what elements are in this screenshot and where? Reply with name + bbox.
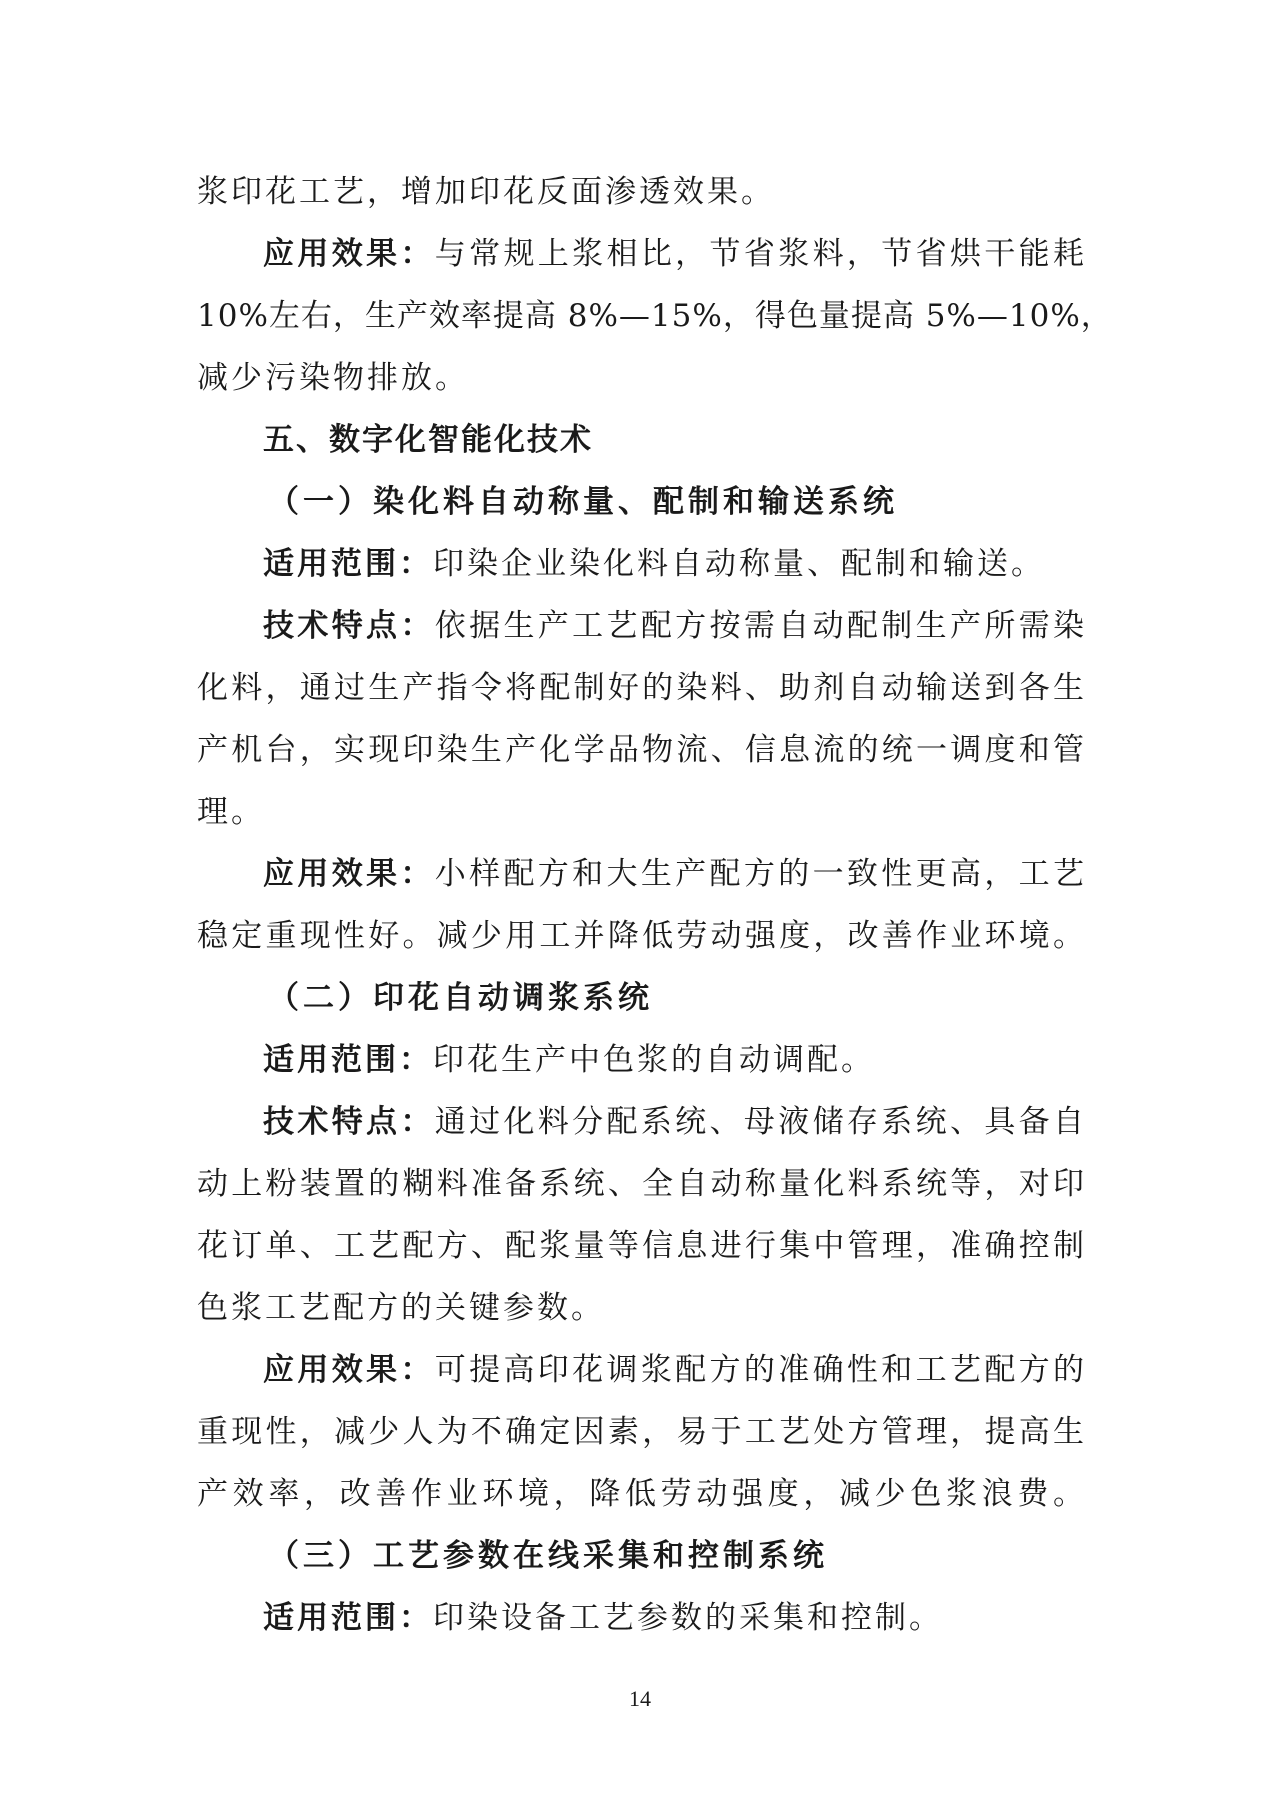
body-text: 重现性，减少人为不确定因素，易于工艺处方管理，提高生	[197, 1414, 1087, 1450]
body-text: 印染企业染化料自动称量、配制和输送。	[433, 546, 1045, 582]
paragraph-line	[197, 1164, 1087, 1204]
body-text: 减少污染物排放。	[197, 360, 469, 396]
body-text: 动上粉装置的糊料准备系统、全自动称量化料系统等，对印	[197, 1166, 1087, 1202]
tech-label: 技术特点：	[263, 608, 435, 644]
paragraph-line	[197, 916, 1087, 956]
paragraph-line	[197, 730, 1087, 770]
body-text: 依据生产工艺配方按需自动配制生产所需染	[434, 608, 1088, 644]
paragraph-line	[197, 1288, 1087, 1328]
paragraph-line	[263, 1350, 1087, 1390]
effect-label: 应用效果：	[263, 236, 435, 272]
sub-heading	[268, 978, 1158, 1018]
body-text: 化料，通过生产指令将配制好的染料、助剂自动输送到各生	[197, 670, 1087, 706]
tech-label: 技术特点：	[263, 1104, 435, 1140]
paragraph-line	[197, 358, 1087, 398]
paragraph-line	[263, 1598, 1087, 1638]
body-text: 小样配方和大生产配方的一致性更高，工艺	[434, 856, 1088, 892]
scope-label: 适用范围：	[263, 1600, 433, 1636]
body-text: 稳定重现性好。减少用工并降低劳动强度，改善作业环境。	[197, 918, 1087, 954]
body-text: 印染设备工艺参数的采集和控制。	[433, 1600, 943, 1636]
scope-label: 适用范围：	[263, 546, 433, 582]
body-text: 浆印花工艺，增加印花反面渗透效果。	[197, 174, 775, 210]
paragraph-line	[197, 1474, 1087, 1514]
body-text: 可提高印花调浆配方的准确性和工艺配方的	[434, 1352, 1088, 1388]
body-text: 10%左右，生产效率提高 8%—15%，得色量提高 5%—10%，	[197, 298, 1113, 334]
paragraph-line	[197, 172, 1087, 212]
body-text: 花订单、工艺配方、配浆量等信息进行集中管理，准确控制	[197, 1228, 1087, 1264]
paragraph-line	[197, 1226, 1087, 1266]
paragraph-line	[263, 854, 1087, 894]
paragraph-line	[263, 1040, 1087, 1080]
paragraph-line	[263, 544, 1087, 584]
paragraph-line	[197, 792, 1087, 832]
body-text: 通过化料分配系统、母液储存系统、具备自	[434, 1104, 1088, 1140]
body-text: 与常规上浆相比，节省浆料，节省烘干能耗	[434, 236, 1088, 272]
sub-heading	[268, 482, 1158, 522]
sub-heading-text: （一）染化料自动称量、配制和输送系统	[268, 484, 898, 520]
paragraph-line	[263, 234, 1087, 274]
sub-heading-text: （二）印花自动调浆系统	[268, 980, 653, 1016]
body-text: 产效率，改善作业环境，降低劳动强度，减少色浆浪费。	[197, 1476, 1087, 1512]
effect-label: 应用效果：	[263, 856, 435, 892]
body-text: 印花生产中色浆的自动调配。	[433, 1042, 875, 1078]
body-text: 理。	[197, 794, 265, 830]
scope-label: 适用范围：	[263, 1042, 433, 1078]
paragraph-line	[263, 606, 1087, 646]
body-text: 色浆工艺配方的关键参数。	[197, 1290, 605, 1326]
paragraph-line	[197, 296, 1113, 336]
section-heading	[263, 420, 1087, 460]
paragraph-line	[197, 668, 1087, 708]
section-heading-text: 五、数字化智能化技术	[263, 422, 593, 458]
effect-label: 应用效果：	[263, 1352, 435, 1388]
sub-heading-text: （三）工艺参数在线采集和控制系统	[268, 1538, 828, 1574]
sub-heading	[268, 1536, 1158, 1576]
page-number: 14	[629, 1686, 651, 1711]
paragraph-line	[263, 1102, 1087, 1142]
body-text: 产机台，实现印染生产化学品物流、信息流的统一调度和管	[197, 732, 1087, 768]
paragraph-line	[197, 1412, 1087, 1452]
